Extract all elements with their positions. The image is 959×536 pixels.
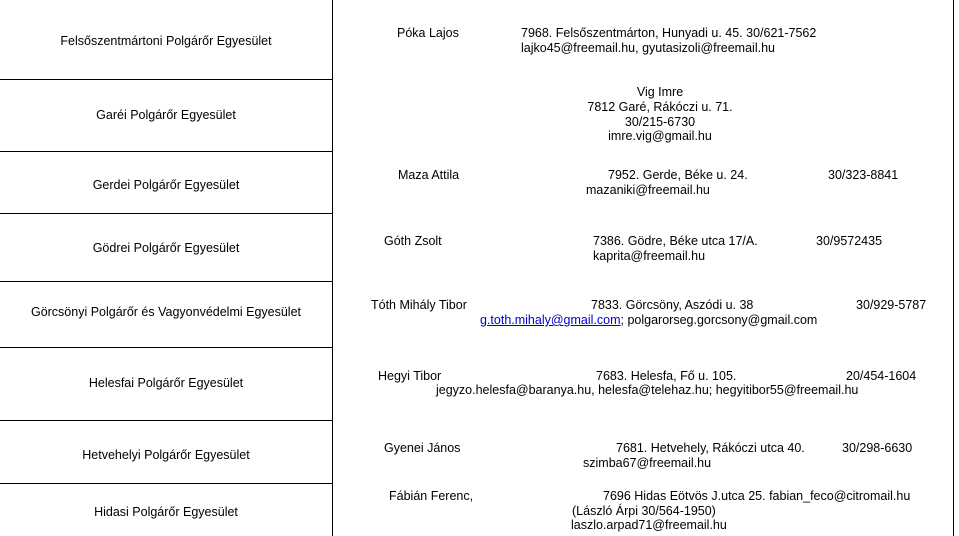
email: jegyzo.helesfa@baranya.hu, helesfa@telehaz.hu; hegyitibor55@freemail.hu — [436, 383, 859, 397]
phone: 30/298-6630 — [842, 441, 913, 455]
phone: 30/9572435 — [816, 234, 883, 248]
address: 7696 Hidas Eötvös J.utca 25. fabian_feco@citromail.hu — [603, 489, 911, 503]
phone: 30/215-6730 — [624, 115, 696, 129]
email: kaprita@freemail.hu — [593, 249, 706, 263]
address: 7386. Gödre, Béke utca 17/A. — [593, 234, 758, 248]
row-divider — [0, 281, 332, 282]
email-link[interactable]: g.toth.mihaly@gmail.com — [480, 313, 621, 327]
phone: 30/323-8841 — [828, 168, 899, 182]
org-name: Gerdei Polgárőr Egyesület — [92, 178, 240, 192]
email: mazaniki@freemail.hu — [586, 183, 710, 197]
row-divider — [0, 213, 332, 214]
address: 7681. Hetvehely, Rákóczi utca 40. — [616, 441, 805, 455]
column-divider-left — [332, 0, 333, 536]
email: lajko45@freemail.hu, gyutasizoli@freemail.hu — [521, 41, 775, 55]
org-name: Garéi Polgárőr Egyesület — [96, 108, 236, 122]
contact-name: Maza Attila — [398, 168, 460, 182]
row-divider — [0, 347, 332, 348]
contact-name: Gyenei János — [384, 441, 461, 455]
row-divider — [0, 79, 332, 80]
contact-name: Fábián Ferenc, — [389, 489, 474, 503]
org-name: Felsőszentmártoni Polgárőr Egyesület — [60, 34, 272, 48]
address: 7833. Görcsöny, Aszódi u. 38 — [591, 298, 754, 312]
contact-name: Tóth Mihály Tibor — [371, 298, 467, 312]
address: 7968. Felsőszentmárton, Hunyadi u. 45. 30/621-7562 — [521, 26, 817, 40]
email: imre.vig@gmail.hu — [608, 129, 712, 143]
address: 7812 Garé, Rákóczi u. 71. — [587, 100, 733, 114]
email-other: ; polgarorseg.gorcsony@gmail.com — [620, 313, 818, 327]
row-divider — [0, 151, 332, 152]
email — [480, 313, 817, 328]
contact-name: Hegyi Tibor — [378, 369, 442, 383]
contact-name: Vig Imre — [636, 85, 684, 99]
org-name: Hetvehelyi Polgárőr Egyesület — [82, 448, 250, 462]
extra-contact: (László Árpi 30/564-1950) — [572, 504, 716, 518]
org-name: Gödrei Polgárőr Egyesület — [92, 241, 240, 255]
email: laszlo.arpad71@freemail.hu — [571, 518, 727, 532]
row-divider — [0, 483, 332, 484]
org-name: Helesfai Polgárőr Egyesület — [88, 376, 244, 390]
column-divider-right — [953, 0, 954, 536]
address: 7952. Gerde, Béke u. 24. — [608, 168, 748, 182]
phone: 30/929-5787 — [856, 298, 927, 312]
phone: 20/454-1604 — [846, 369, 917, 383]
contact-name: Góth Zsolt — [384, 234, 442, 248]
address: 7683. Helesfa, Fő u. 105. — [596, 369, 737, 383]
org-name: Görcsönyi Polgárőr és Vagyonvédelmi Egyesület — [30, 305, 302, 319]
contact-name: Póka Lajos — [397, 26, 459, 40]
org-name: Hidasi Polgárőr Egyesület — [94, 505, 238, 519]
row-divider — [0, 420, 332, 421]
email: szimba67@freemail.hu — [583, 456, 712, 470]
